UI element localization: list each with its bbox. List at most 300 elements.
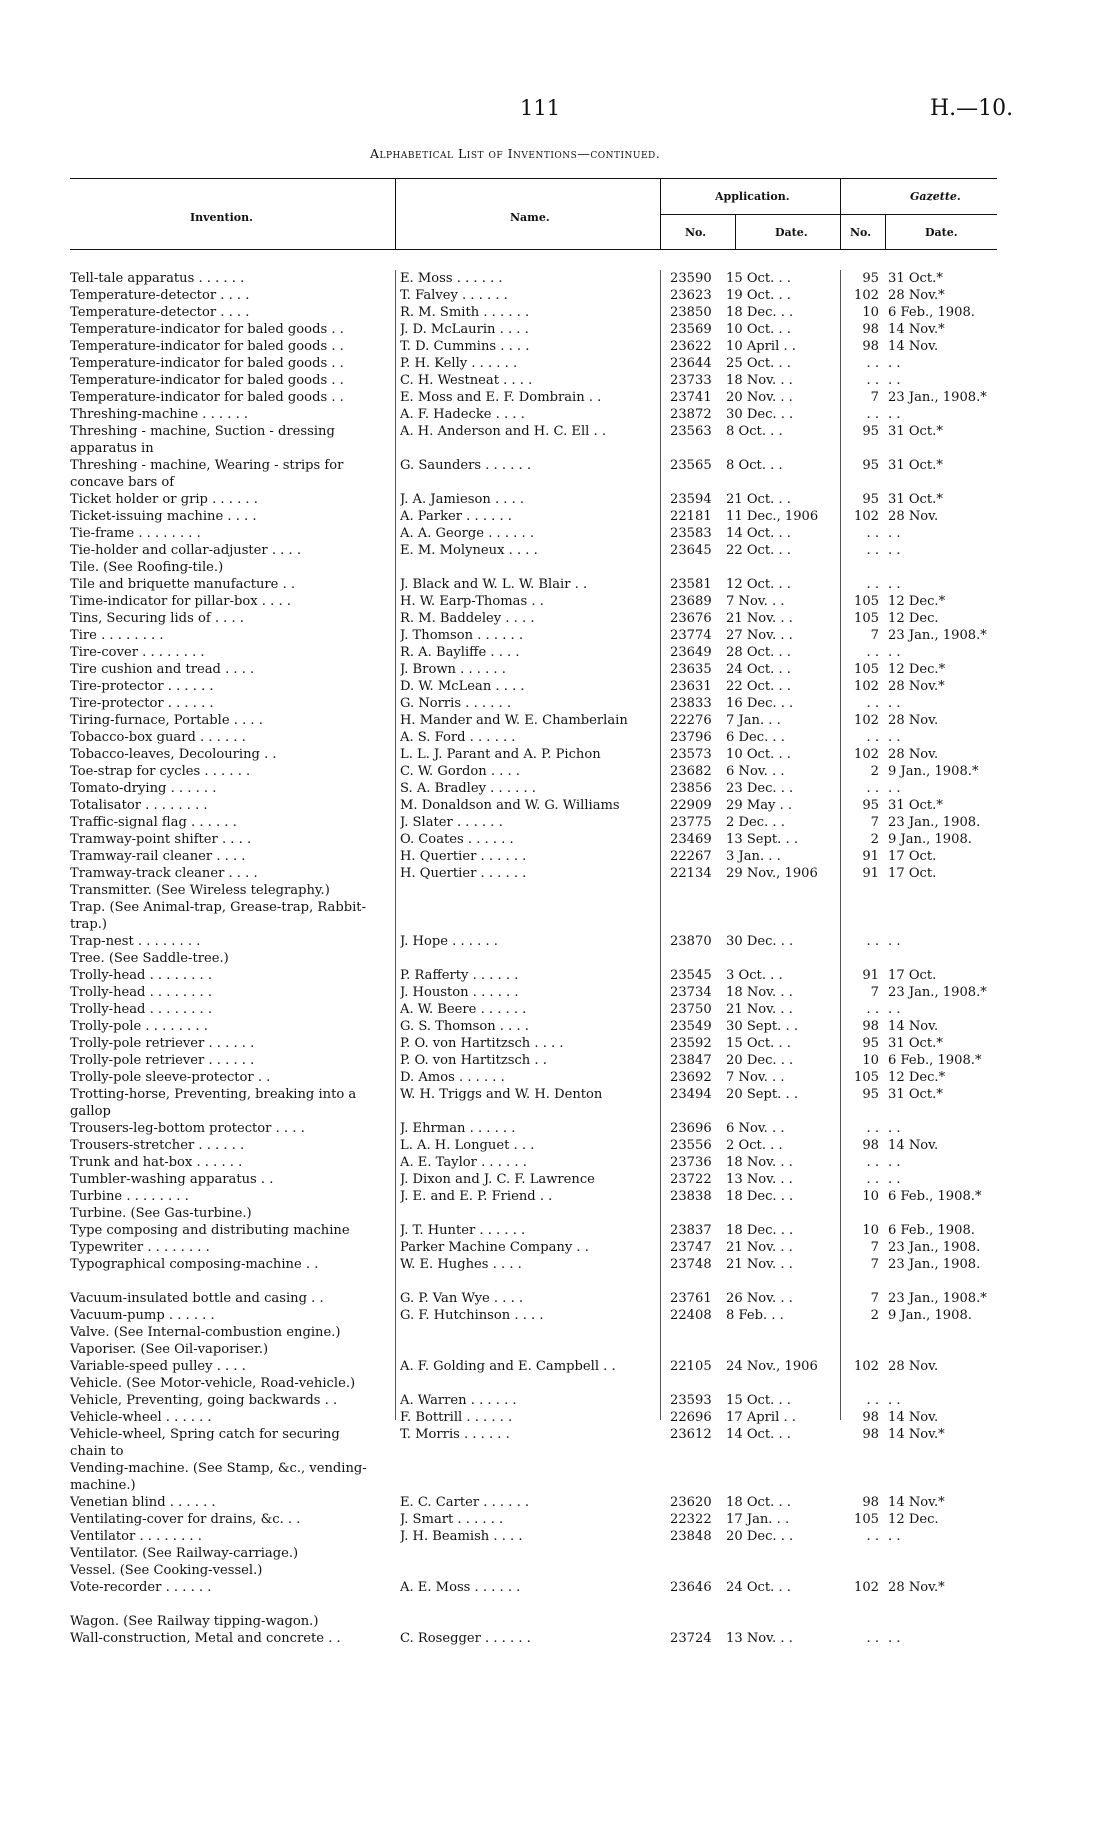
gazette-date: 6 Feb., 1908.* <box>888 1053 982 1068</box>
invention-cell: Temperature-indicator for baled goods . . <box>70 373 344 388</box>
invention-cell: Threshing-machine . . . . . . <box>70 407 249 422</box>
gazette-date: . . <box>888 356 901 371</box>
application-date: 18 Nov. . . <box>726 985 793 1000</box>
name-cell: J. Brown . . . . . . <box>400 662 506 677</box>
name-cell: A. Warren . . . . . . <box>400 1393 517 1408</box>
invention-cell: Ventilating-cover for drains, &c. . . <box>70 1512 301 1527</box>
invention-cell: Tile. (See Roofing-tile.) <box>70 560 224 575</box>
gazette-number: . . <box>866 696 879 711</box>
table-row <box>70 1205 1000 1222</box>
table-row <box>70 1324 1000 1341</box>
application-date: 11 Dec., 1906 <box>726 509 819 524</box>
gazette-date: 6 Feb., 1908.* <box>888 1189 982 1204</box>
name-cell: A. W. Beere . . . . . . <box>400 1002 527 1017</box>
application-number: 22909 <box>670 798 712 813</box>
application-number: 23736 <box>670 1155 712 1170</box>
name-cell: T. Morris . . . . . . <box>400 1427 510 1442</box>
gazette-date: . . <box>888 696 901 711</box>
application-number: 23556 <box>670 1138 712 1153</box>
name-cell: Parker Machine Company . . <box>400 1240 589 1255</box>
name-cell: E. Moss and E. F. Dombrain . . <box>400 390 602 405</box>
application-date: 15 Oct. . . <box>726 1393 791 1408</box>
gazette-date: . . <box>888 543 901 558</box>
gazette-number: 2 <box>870 832 879 847</box>
gazette-date: 23 Jan., 1908. <box>888 815 981 830</box>
gazette-number: 102 <box>854 747 879 762</box>
gazette-number: . . <box>866 1393 879 1408</box>
invention-cell: Threshing - machine, Wearing - strips for concave bars of <box>70 458 344 490</box>
table-row <box>70 712 1000 729</box>
gazette-date: 23 Jan., 1908. <box>888 1240 981 1255</box>
application-date: 30 Dec. . . <box>726 934 794 949</box>
gazette-number: 102 <box>854 288 879 303</box>
invention-cell: Totalisator . . . . . . . . <box>70 798 208 813</box>
invention-cell: Tile and briquette manufacture . . <box>70 577 296 592</box>
invention-cell: Tobacco-leaves, Decolouring . . <box>70 747 277 762</box>
application-number: 23563 <box>670 424 712 439</box>
gazette-number: . . <box>866 645 879 660</box>
gazette-date: 31 Oct.* <box>888 798 943 813</box>
name-cell: G. Saunders . . . . . . <box>400 458 532 473</box>
invention-cell: Tramway-rail cleaner . . . . <box>70 849 246 864</box>
application-date: 26 Nov. . . <box>726 1291 793 1306</box>
invention-cell: Trap. (See Animal-trap, Grease-trap, Rabbit-trap.) <box>70 900 366 932</box>
application-date: 13 Nov. . . <box>726 1172 793 1187</box>
table-row <box>70 814 1000 831</box>
invention-cell: Tire-cover . . . . . . . . <box>70 645 205 660</box>
application-number: 23635 <box>670 662 712 677</box>
gazette-date: 23 Jan., 1908.* <box>888 628 987 643</box>
invention-cell: Type composing and distributing machine <box>70 1223 350 1238</box>
gazette-date: 14 Nov.* <box>888 1427 945 1442</box>
table-header <box>70 178 997 250</box>
application-date: 24 Nov., 1906 <box>726 1359 818 1374</box>
gazette-date: 28 Nov. <box>888 509 939 524</box>
invention-cell: Tell-tale apparatus . . . . . . <box>70 271 245 286</box>
invention-cell: Temperature-indicator for baled goods . . <box>70 322 344 337</box>
application-number: 23545 <box>670 968 712 983</box>
invention-cell: Wall-construction, Metal and concrete . . <box>70 1631 341 1646</box>
application-date: 20 Dec. . . <box>726 1529 794 1544</box>
table-row <box>70 1086 1000 1120</box>
invention-cell: Temperature-detector . . . . <box>70 305 250 320</box>
application-date: 7 Jan. . . <box>726 713 781 728</box>
gazette-number: . . <box>866 543 879 558</box>
table-row <box>70 559 1000 576</box>
application-number: 23682 <box>670 764 712 779</box>
gazette-number: 102 <box>854 679 879 694</box>
gazette-number: 2 <box>870 1308 879 1323</box>
gazette-date: 23 Jan., 1908.* <box>888 985 987 1000</box>
application-number: 22267 <box>670 849 712 864</box>
application-date: 3 Oct. . . <box>726 968 783 983</box>
table-row <box>70 1307 1000 1324</box>
application-date: 6 Nov. . . <box>726 764 785 779</box>
application-date: 2 Dec. . . <box>726 815 785 830</box>
gazette-number: . . <box>866 781 879 796</box>
gazette-date: 12 Dec.* <box>888 594 946 609</box>
gazette-date: . . <box>888 1172 901 1187</box>
gazette-number: 98 <box>862 1427 879 1442</box>
application-number: 22696 <box>670 1410 712 1425</box>
invention-cell: Wagon. (See Railway tipping-wagon.) <box>70 1614 319 1629</box>
gazette-number: 98 <box>862 1410 879 1425</box>
table-row <box>70 1222 1000 1239</box>
name-cell: O. Coates . . . . . . <box>400 832 514 847</box>
invention-cell: Ticket-issuing machine . . . . <box>70 509 257 524</box>
gazette-number: 95 <box>862 458 879 473</box>
application-number: 23573 <box>670 747 712 762</box>
application-date: 2 Oct. . . <box>726 1138 783 1153</box>
gazette-date: . . <box>888 730 901 745</box>
invention-cell: Toe-strap for cycles . . . . . . <box>70 764 251 779</box>
invention-cell: Trolly-head . . . . . . . . <box>70 1002 213 1017</box>
gazette-date: 28 Nov.* <box>888 288 945 303</box>
name-cell: G. P. Van Wye . . . . <box>400 1291 524 1306</box>
name-cell: H. Quertier . . . . . . <box>400 866 527 881</box>
name-cell: J. D. McLaurin . . . . <box>400 322 529 337</box>
table-row <box>70 831 1000 848</box>
name-cell: R. A. Bayliffe . . . . <box>400 645 520 660</box>
invention-cell: Trolly-head . . . . . . . . <box>70 985 213 1000</box>
gazette-date: . . <box>888 526 901 541</box>
table-row <box>70 406 1000 423</box>
gazette-number: 102 <box>854 713 879 728</box>
name-cell: P. H. Kelly . . . . . . <box>400 356 518 371</box>
header-name: Name. <box>510 211 550 224</box>
table-row <box>70 321 1000 338</box>
application-number: 23847 <box>670 1053 712 1068</box>
invention-cell: Trunk and hat-box . . . . . . <box>70 1155 243 1170</box>
invention-cell: Venetian blind . . . . . . <box>70 1495 216 1510</box>
application-number: 23644 <box>670 356 712 371</box>
name-cell: A. A. George . . . . . . <box>400 526 534 541</box>
gazette-number: . . <box>866 356 879 371</box>
name-cell: P. Rafferty . . . . . . <box>400 968 519 983</box>
application-number: 23734 <box>670 985 712 1000</box>
application-date: 8 Oct. . . <box>726 424 783 439</box>
name-cell: J. Houston . . . . . . <box>400 985 519 1000</box>
application-number: 23631 <box>670 679 712 694</box>
gazette-date: 12 Dec. <box>888 611 939 626</box>
invention-cell: Ventilator. (See Railway-carriage.) <box>70 1546 299 1561</box>
gazette-number: 91 <box>862 866 879 881</box>
name-cell: E. M. Molyneux . . . . <box>400 543 538 558</box>
table-row <box>70 1290 1000 1307</box>
gazette-number: 102 <box>854 1359 879 1374</box>
gazette-number: 105 <box>854 611 879 626</box>
gazette-number: 7 <box>870 1291 879 1306</box>
table-row <box>70 695 1000 712</box>
application-date: 7 Nov. . . <box>726 594 785 609</box>
invention-cell: Vacuum-insulated bottle and casing . . <box>70 1291 324 1306</box>
application-number: 23796 <box>670 730 712 745</box>
application-number: 23838 <box>670 1189 712 1204</box>
gazette-number: . . <box>866 1155 879 1170</box>
table-row <box>70 950 1000 967</box>
gazette-date: . . <box>888 645 901 660</box>
gazette-date: 14 Nov. <box>888 1138 939 1153</box>
invention-cell: Tobacco-box guard . . . . . . <box>70 730 246 745</box>
gazette-number: 10 <box>862 1189 879 1204</box>
invention-cell: Tie-frame . . . . . . . . <box>70 526 201 541</box>
header-gaz-no: No. <box>850 226 872 239</box>
gazette-number: 98 <box>862 1495 879 1510</box>
gazette-number: 98 <box>862 1019 879 1034</box>
name-cell: P. O. von Hartitzsch . . . . <box>400 1036 564 1051</box>
application-number: 23622 <box>670 339 712 354</box>
application-date: 14 Oct. . . <box>726 1427 791 1442</box>
application-number: 23722 <box>670 1172 712 1187</box>
gazette-number: . . <box>866 1172 879 1187</box>
invention-cell: Temperature-indicator for baled goods . . <box>70 390 344 405</box>
gazette-date: 12 Dec.* <box>888 1070 946 1085</box>
table-row <box>70 1188 1000 1205</box>
name-cell: J. Ehrman . . . . . . <box>400 1121 516 1136</box>
gazette-date: . . <box>888 1631 901 1646</box>
application-number: 22181 <box>670 509 712 524</box>
application-number: 23565 <box>670 458 712 473</box>
invention-cell: Trolly-head . . . . . . . . <box>70 968 213 983</box>
table-row <box>70 457 1000 491</box>
gazette-number: 105 <box>854 594 879 609</box>
table-row <box>70 355 1000 372</box>
application-date: 17 Jan. . . <box>726 1512 790 1527</box>
gazette-number: 2 <box>870 764 879 779</box>
application-date: 8 Feb. . . <box>726 1308 784 1323</box>
table-row <box>70 1018 1000 1035</box>
table-row <box>70 627 1000 644</box>
name-cell: D. Amos . . . . . . <box>400 1070 505 1085</box>
gazette-date: . . <box>888 1155 901 1170</box>
header-app-date: Date. <box>775 226 808 239</box>
application-number: 23581 <box>670 577 712 592</box>
gazette-date: . . <box>888 781 901 796</box>
invention-cell: Trousers-stretcher . . . . . . <box>70 1138 245 1153</box>
gazette-number: 98 <box>862 1138 879 1153</box>
invention-cell: Turbine. (See Gas-turbine.) <box>70 1206 252 1221</box>
gazette-number: 105 <box>854 1512 879 1527</box>
application-date: 24 Oct. . . <box>726 662 791 677</box>
name-cell: A. E. Moss . . . . . . <box>400 1580 521 1595</box>
name-cell: E. Moss . . . . . . <box>400 271 503 286</box>
invention-cell: Variable-speed pulley . . . . <box>70 1359 246 1374</box>
gazette-number: 91 <box>862 849 879 864</box>
table-row <box>70 797 1000 814</box>
name-cell: P. O. von Hartitzsch . . <box>400 1053 547 1068</box>
table-row <box>70 1239 1000 1256</box>
table-row <box>70 1154 1000 1171</box>
application-number: 23747 <box>670 1240 712 1255</box>
gazette-date: 31 Oct.* <box>888 1036 943 1051</box>
application-date: 21 Nov. . . <box>726 1002 793 1017</box>
application-number: 23583 <box>670 526 712 541</box>
gazette-date: 6 Feb., 1908. <box>888 305 975 320</box>
table-row <box>70 746 1000 763</box>
table-row <box>70 1171 1000 1188</box>
application-number: 23612 <box>670 1427 712 1442</box>
gazette-number: 105 <box>854 662 879 677</box>
table-row <box>70 1409 1000 1426</box>
table-row <box>70 1562 1000 1579</box>
application-number: 23848 <box>670 1529 712 1544</box>
gazette-number: 91 <box>862 968 879 983</box>
invention-cell: Turbine . . . . . . . . <box>70 1189 189 1204</box>
invention-cell: Vehicle. (See Motor-vehicle, Road-vehicle.) <box>70 1376 356 1391</box>
gazette-number: . . <box>866 934 879 949</box>
table-row <box>70 780 1000 797</box>
gazette-date: 6 Feb., 1908. <box>888 1223 975 1238</box>
invention-cell: Ticket holder or grip . . . . . . <box>70 492 258 507</box>
table-row <box>70 1494 1000 1511</box>
name-cell: L. A. H. Longuet . . . <box>400 1138 535 1153</box>
application-number: 23469 <box>670 832 712 847</box>
table-row <box>70 372 1000 389</box>
header-invention: Invention. <box>190 211 253 224</box>
application-date: 20 Sept. . . <box>726 1087 798 1102</box>
name-cell: G. F. Hutchinson . . . . <box>400 1308 544 1323</box>
application-date: 15 Oct. . . <box>726 1036 791 1051</box>
name-cell: J. Dixon and J. C. F. Lawrence <box>400 1172 595 1187</box>
application-number: 23620 <box>670 1495 712 1510</box>
invention-cell: Tree. (See Saddle-tree.) <box>70 951 229 966</box>
name-cell: F. Bottrill . . . . . . <box>400 1410 513 1425</box>
invention-cell: Typewriter . . . . . . . . <box>70 1240 210 1255</box>
gazette-number: 95 <box>862 1036 879 1051</box>
invention-cell: Trotting-horse, Preventing, breaking into a gallop <box>70 1087 357 1119</box>
application-number: 23733 <box>670 373 712 388</box>
gazette-number: 98 <box>862 339 879 354</box>
application-date: 6 Dec. . . <box>726 730 785 745</box>
application-number: 23592 <box>670 1036 712 1051</box>
invention-cell: Vote-recorder . . . . . . <box>70 1580 212 1595</box>
name-cell: J. E. and E. P. Friend . . <box>400 1189 553 1204</box>
name-cell: H. W. Earp-Thomas . . <box>400 594 544 609</box>
application-number: 23761 <box>670 1291 712 1306</box>
invention-cell: Trolly-pole retriever . . . . . . <box>70 1053 255 1068</box>
gazette-number: 102 <box>854 1580 879 1595</box>
application-number: 23696 <box>670 1121 712 1136</box>
table-row <box>70 610 1000 627</box>
gazette-number: . . <box>866 1529 879 1544</box>
application-number: 22276 <box>670 713 712 728</box>
table-row <box>70 338 1000 355</box>
name-cell: W. H. Triggs and W. H. Denton <box>400 1087 603 1102</box>
gazette-date: 14 Nov.* <box>888 1495 945 1510</box>
name-cell: C. Rosegger . . . . . . <box>400 1631 531 1646</box>
invention-cell: Vending-machine. (See Stamp, &c., vending-machine.) <box>70 1461 367 1493</box>
table-row <box>70 1630 1000 1647</box>
gazette-number: . . <box>866 1121 879 1136</box>
application-number: 22322 <box>670 1512 712 1527</box>
application-date: 18 Dec. . . <box>726 1189 794 1204</box>
table-row <box>70 661 1000 678</box>
header-app-no: No. <box>685 226 707 239</box>
table-row <box>70 1137 1000 1154</box>
invention-cell: Ventilator . . . . . . . . <box>70 1529 202 1544</box>
gazette-date: 31 Oct.* <box>888 1087 943 1102</box>
table-row <box>70 1001 1000 1018</box>
invention-cell: Trousers-leg-bottom protector . . . . <box>70 1121 305 1136</box>
application-date: 29 Nov., 1906 <box>726 866 818 881</box>
name-cell: A. F. Hadecke . . . . <box>400 407 525 422</box>
table-row <box>70 1392 1000 1409</box>
gazette-number: 7 <box>870 628 879 643</box>
application-date: 27 Nov. . . <box>726 628 793 643</box>
application-number: 22134 <box>670 866 712 881</box>
table-row <box>70 1341 1000 1358</box>
application-date: 24 Oct. . . <box>726 1580 791 1595</box>
gazette-date: 12 Dec. <box>888 1512 939 1527</box>
table-row <box>70 933 1000 950</box>
table-row <box>70 678 1000 695</box>
application-number: 23856 <box>670 781 712 796</box>
table-row <box>70 1460 1000 1494</box>
gazette-date: 31 Oct.* <box>888 492 943 507</box>
application-number: 23645 <box>670 543 712 558</box>
gazette-date: 14 Nov.* <box>888 322 945 337</box>
application-date: 14 Oct. . . <box>726 526 791 541</box>
application-date: 22 Oct. . . <box>726 543 791 558</box>
name-cell: J. A. Jamieson . . . . <box>400 492 525 507</box>
invention-cell: Tie-holder and collar-adjuster . . . . <box>70 543 301 558</box>
gazette-date: . . <box>888 1002 901 1017</box>
page-title: Alphabetical List of Inventions—continued. <box>370 146 661 161</box>
invention-cell: Vehicle-wheel . . . . . . <box>70 1410 212 1425</box>
gazette-number: 7 <box>870 1257 879 1272</box>
gazette-date: 28 Nov. <box>888 747 939 762</box>
invention-cell: Tramway-point shifter . . . . <box>70 832 252 847</box>
application-date: 10 April . . <box>726 339 796 354</box>
page-number: 111 <box>520 96 561 120</box>
table-row <box>70 1035 1000 1052</box>
name-cell: T. D. Cummins . . . . <box>400 339 530 354</box>
invention-cell: Vaporiser. (See Oil-vaporiser.) <box>70 1342 269 1357</box>
table-row <box>70 576 1000 593</box>
header-application: Application. <box>715 190 790 203</box>
table-row <box>70 593 1000 610</box>
application-number: 23646 <box>670 1580 712 1595</box>
name-cell: H. Quertier . . . . . . <box>400 849 527 864</box>
name-cell: D. W. McLean . . . . <box>400 679 525 694</box>
gazette-date: 9 Jan., 1908. <box>888 832 972 847</box>
invention-cell: Trolly-pole . . . . . . . . <box>70 1019 208 1034</box>
gazette-date: 9 Jan., 1908.* <box>888 764 979 779</box>
invention-cell: Vessel. (See Cooking-vessel.) <box>70 1563 263 1578</box>
table-row <box>70 1052 1000 1069</box>
gazette-date: 28 Nov.* <box>888 679 945 694</box>
gazette-date: 14 Nov. <box>888 1410 939 1425</box>
gazette-date: 17 Oct. <box>888 866 937 881</box>
gazette-number: . . <box>866 373 879 388</box>
invention-cell: Temperature-indicator for baled goods . . <box>70 356 344 371</box>
gazette-date: 31 Oct.* <box>888 271 943 286</box>
invention-cell: Typographical composing-machine . . <box>70 1257 319 1272</box>
application-number: 22408 <box>670 1308 712 1323</box>
table-row <box>70 882 1000 899</box>
application-date: 12 Oct. . . <box>726 577 791 592</box>
invention-cell: Temperature-detector . . . . <box>70 288 250 303</box>
table-row <box>70 1596 1000 1613</box>
invention-cell: Tire . . . . . . . . <box>70 628 164 643</box>
gazette-number: 98 <box>862 322 879 337</box>
gazette-date: . . <box>888 407 901 422</box>
name-cell: C. W. Gordon . . . . <box>400 764 520 779</box>
gazette-date: 31 Oct.* <box>888 424 943 439</box>
application-date: 15 Oct. . . <box>726 271 791 286</box>
name-cell: T. Falvey . . . . . . <box>400 288 508 303</box>
application-number: 23590 <box>670 271 712 286</box>
